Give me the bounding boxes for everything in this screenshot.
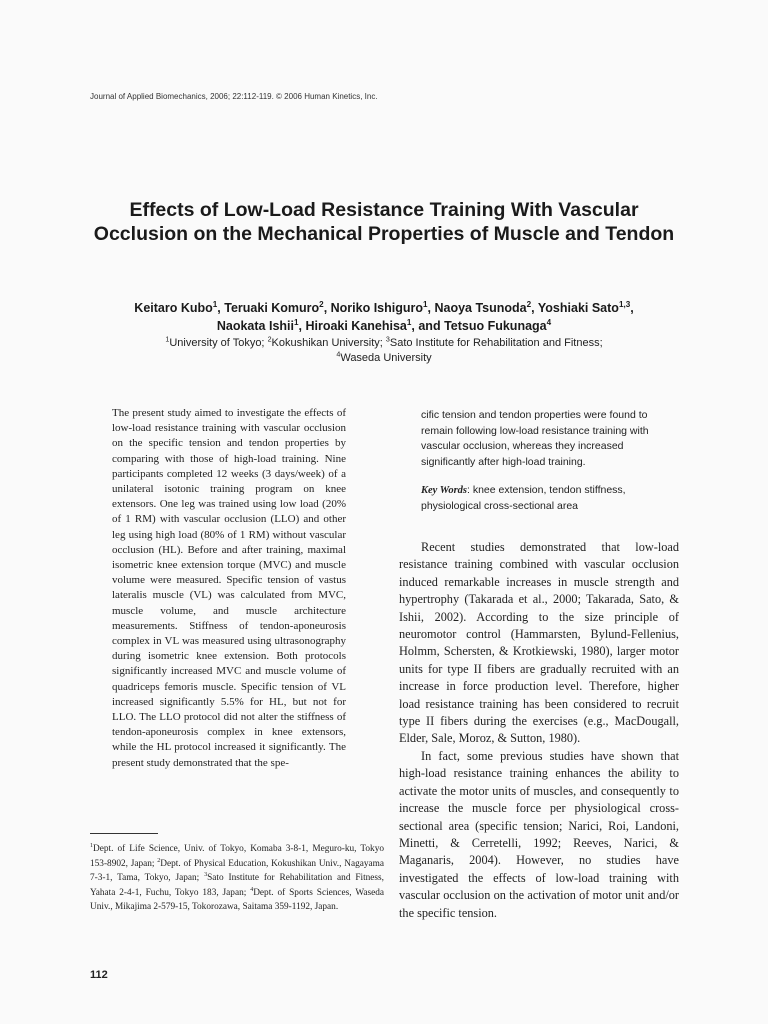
introduction-body [399,539,679,922]
article-title: Effects of Low-Load Resistance Training With Vascular Occlusion on the Mechanical Properties of Muscle and Tendon [93,199,675,245]
author-separator: , [323,301,331,315]
author-name: Yoshiaki Sato [537,301,619,315]
author-affiliation-marker: 2 [319,299,324,309]
author-affiliation-marker: 1,3 [618,299,631,309]
author-separator: , [217,301,225,315]
abstract-continued-text: cific tension and tendon properties were found to remain following low-load resistance training with vascular occlusion, whereas they increased significantly after high-load training. [421,409,649,468]
affiliation-name: Sato Institute for Rehabilitation and Fitness; [389,337,603,349]
author-affiliation-marker: 1 [406,317,412,327]
page-number: 112 [90,969,108,981]
abstract-text: The present study aimed to investigate the effects of low-load resistance training with vascular occlusion on the specific tension and tendon properties by comparing with those of high-load training. Nine participants completed 12 weeks (3 days/week) of a unilateral isotonic training program on knee extensors. One leg was trained using low load (20% of 1 RM) with vascular occlusion (LLO) and other leg using high load (80% of 1 RM) without vascular occlusion (HL). Before and after training, maximal isometric knee extension torque (MVC) and muscle volume were measured. Specific tension of vastus lateralis muscle (VL) was calculated from MVC, muscle volume, and muscle architecture measurements. Stiffness of tendon-aponeurosis complex in VL was measured using ultrasonography during isometric knee extension. Both protocols significantly increased MVC and muscle volume of quadriceps femoris muscle. Specific tension of VL increased significantly 5.5% for HL, but not for LLO. The LLO protocol did not alter the stiffness of tendon-aponeurosis complex in knee extensors, while the HL protocol increased it significantly. The present study demonstrated that the spe- [112,407,346,769]
footnote-marker: 3 [204,872,208,879]
author-name: Teruaki Komuro [224,301,320,315]
author-separator: , [298,319,306,333]
author-name: Noriko Ishiguro [330,301,424,315]
journal-citation: Journal of Applied Biomechanics, 2006; 22:112-119. © 2006 Human Kinetics, Inc. [90,92,378,101]
author-separator: , [630,301,634,315]
author-affiliation-marker: 1 [212,299,218,309]
affiliation-marker: 2 [267,335,272,344]
author-affiliation-marker: 4 [546,317,552,327]
keywords-text: knee extension, tendon stiffness, physiological cross-sectional area [421,484,626,512]
affiliation-name: Waseda University [340,352,432,364]
affiliation-marker: 4 [336,350,341,359]
author-name: Naokata Ishii [216,319,294,333]
author-affiliation-marker: 2 [526,299,532,309]
affiliation-list [110,336,658,366]
affiliation-name: University of Tokyo; [169,337,268,349]
footnote-marker: 4 [250,886,254,893]
footnote-address: Dept. of Physical Education, Kokushikan Univ., Nagayama 7-3-1, Tama, Tokyo, Japan; [90,858,384,884]
footnote-marker: 2 [157,857,161,864]
author-separator: , [531,301,538,315]
intro-paragraph: In fact, some previous studies have shown that high-load resistance training enhances the ability to activate the motor units of muscles, and consequently to increase the muscle force per physiological cross-sectional area (specific tension; Narici, Roi, Landoni, Minetti, & Cerretelli, 1992; Reeves, Narici, & Maganaris, 2004). However, no studies have investigated the effects of low-load training with vascular occlusion on the activation of motor unit and/or the specific tension. [399,748,679,920]
keywords-colon: : [467,484,473,496]
footnote-address: Sato Institute for Rehabilitation and Fitness, Yahata 2-4-1, Fuchu, Tokyo 183, Japan; [90,873,384,898]
author-name: Hiroaki Kanehisa [305,319,407,333]
affiliation-name: Kokushikan University; [271,337,386,349]
author-list [90,299,678,335]
footnote-marker: 1 [90,842,94,849]
affiliation-marker: 3 [385,335,390,344]
footnote-divider [90,833,158,834]
author-name: Keitaro Kubo [134,301,213,315]
author-name: Tetsuo Fukunaga [444,319,547,333]
author-separator: , and [411,319,445,333]
author-affiliation-marker: 1 [423,299,428,309]
keywords [421,483,663,514]
footnote-address: Dept. of Sports Sciences, Waseda Univ., Mikajima 2-579-15, Tokorozawa, Saitama 359-1192, Japan. [90,887,385,913]
keywords-label: Key Words [421,485,467,496]
footnote-address: Dept. of Life Science, Univ. of Tokyo, Komaba 3-8-1, Meguro-ku, Tokyo 153-8902, Japan; [90,844,384,869]
author-affiliation-marker: 1 [293,317,299,327]
affiliation-marker: 1 [165,335,170,344]
author-separator: , [427,301,435,315]
author-name: Naoya Tsunoda [434,301,527,315]
intro-paragraph: Recent studies demonstrated that low-load resistance training combined with vascular occlusion induced remarkable increases in muscle strength and hypertrophy (Takarada et al., 2000; Takarada, Sato, & Ishii, 2002). According to the size principle of neuromotor control (Hammarsten, Bylund-Fellenius, Holmm, Schersten, & Krotkiewski, 1980), larger motor units for type II fibers are gradually recruited with an increase in force production level. Therefore, higher load resistance training has been considered to recruit type II fibers during the exercises (e.g., MacDougall, Elder, Sale, Moroz, & Sutton, 1980). [399,540,679,746]
footnote-addresses [90,842,384,915]
